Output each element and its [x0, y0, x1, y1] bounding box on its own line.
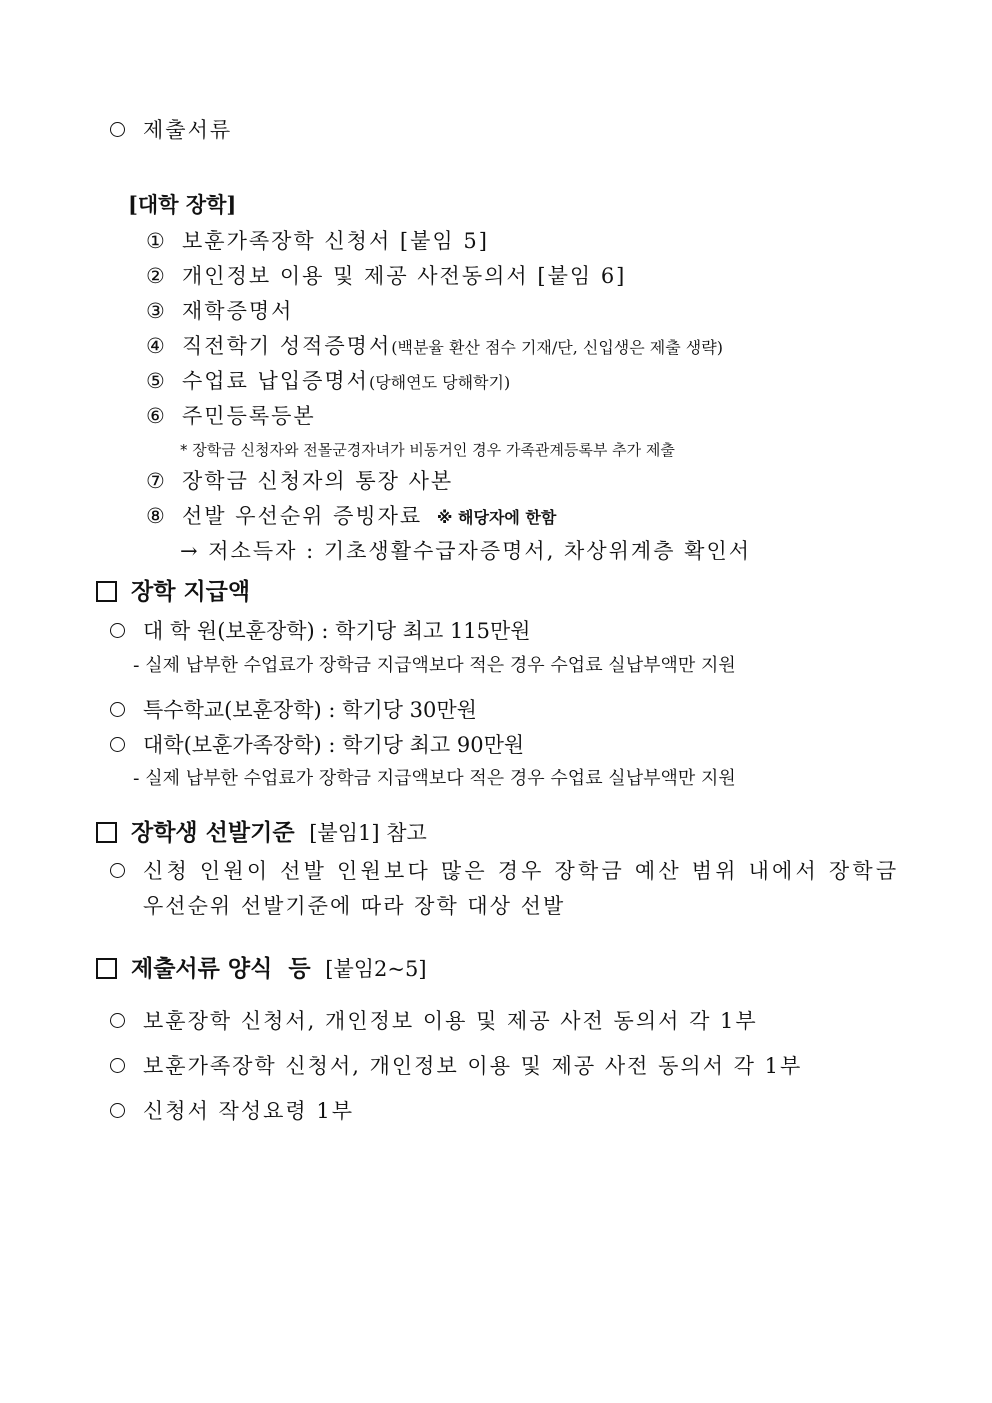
doc-item-2: ② 개인정보 이용 및 제공 사전동의서 [붙임 6] — [146, 264, 627, 288]
doc-item-1: ① 보훈가족장학 신청서 [붙임 5] — [146, 229, 489, 253]
doc-item-4: ④ 직전학기 성적증명서(백분율 환산 점수 기재/단, 신입생은 제출 생략) — [146, 334, 723, 358]
forms-heading: 제출서류 양식 등 — [131, 956, 311, 982]
circle-bullet-icon — [110, 1058, 125, 1073]
circle-bullet-icon — [110, 1013, 125, 1028]
checkbox-square-icon — [96, 581, 117, 602]
checkbox-square-icon — [96, 958, 117, 979]
circle-bullet-icon — [110, 863, 125, 878]
circle-bullet-icon — [110, 623, 125, 638]
amount-heading: 장학 지급액 — [131, 579, 251, 605]
forms-item-2: 보훈가족장학 신청서, 개인정보 이용 및 제공 사전 동의서 각 1부 — [110, 1052, 802, 1080]
doc-item-5-note: (당해연도 당해학기) — [368, 373, 511, 392]
criteria-line-1: 신청 인원이 선발 인원보다 많은 경우 장학금 예산 범위 내에서 장학금 — [110, 857, 899, 885]
criteria-heading-line — [96, 819, 427, 847]
amount-univ: 대학(보훈가족장학) : 학기당 최고 90만원 — [110, 731, 524, 759]
criteria-heading: 장학생 선발기준 — [131, 820, 295, 846]
doc-item-8: ⑧ 선발 우선순위 증빙자료 ※ 해당자에 한함 — [146, 504, 557, 528]
circle-bullet-icon — [110, 702, 125, 717]
forms-ref: [붙임2~5] — [325, 957, 427, 981]
forms-heading-line — [96, 955, 427, 983]
amount-grad: 대 학 원(보훈장학) : 학기당 최고 115만원 — [110, 617, 531, 645]
amount-special: 특수학교(보훈장학) : 학기당 30만원 — [110, 696, 477, 724]
doc-item-3: ③ 재학증명서 — [146, 299, 294, 323]
criteria-ref: [붙임1] 참고 — [309, 821, 427, 845]
univ-header: [대학 장학] — [128, 192, 237, 217]
checkbox-square-icon — [96, 822, 117, 843]
doc-arrow-line: → 저소득자 : 기초생활수급자증명서, 차상위계층 확인서 — [180, 539, 752, 563]
docs-title: 제출서류 — [143, 118, 233, 142]
docs-title-line — [110, 116, 232, 144]
forms-item-1: 보훈장학 신청서, 개인정보 이용 및 제공 사전 동의서 각 1부 — [110, 1007, 758, 1035]
doc-item-8-note: ※ 해당자에 한함 — [436, 508, 557, 527]
circle-bullet-icon — [110, 1103, 125, 1118]
amount-heading-line — [96, 578, 250, 606]
doc-sub-note: * 장학금 신청자와 전몰군경자녀가 비동거인 경우 가족관계등록부 추가 제출 — [180, 441, 675, 459]
amount-univ-note: - 실제 납부한 수업료가 장학금 지급액보다 적은 경우 수업료 실납부액만 지원 — [133, 768, 736, 789]
doc-item-4-note: (백분율 환산 점수 기재/단, 신입생은 제출 생략) — [391, 338, 723, 357]
amount-grad-note: - 실제 납부한 수업료가 장학금 지급액보다 적은 경우 수업료 실납부액만 지원 — [133, 655, 736, 676]
circle-bullet-icon — [110, 122, 125, 137]
doc-item-5: ⑤ 수업료 납입증명서(당해연도 당해학기) — [146, 369, 511, 393]
circle-bullet-icon — [110, 737, 125, 752]
criteria-line-2: 우선순위 선발기준에 따라 장학 대상 선발 — [143, 894, 566, 918]
doc-item-6: ⑥ 주민등록등본 — [146, 404, 316, 428]
forms-item-3: 신청서 작성요령 1부 — [110, 1097, 354, 1125]
doc-item-7: ⑦ 장학금 신청자의 통장 사본 — [146, 469, 454, 493]
